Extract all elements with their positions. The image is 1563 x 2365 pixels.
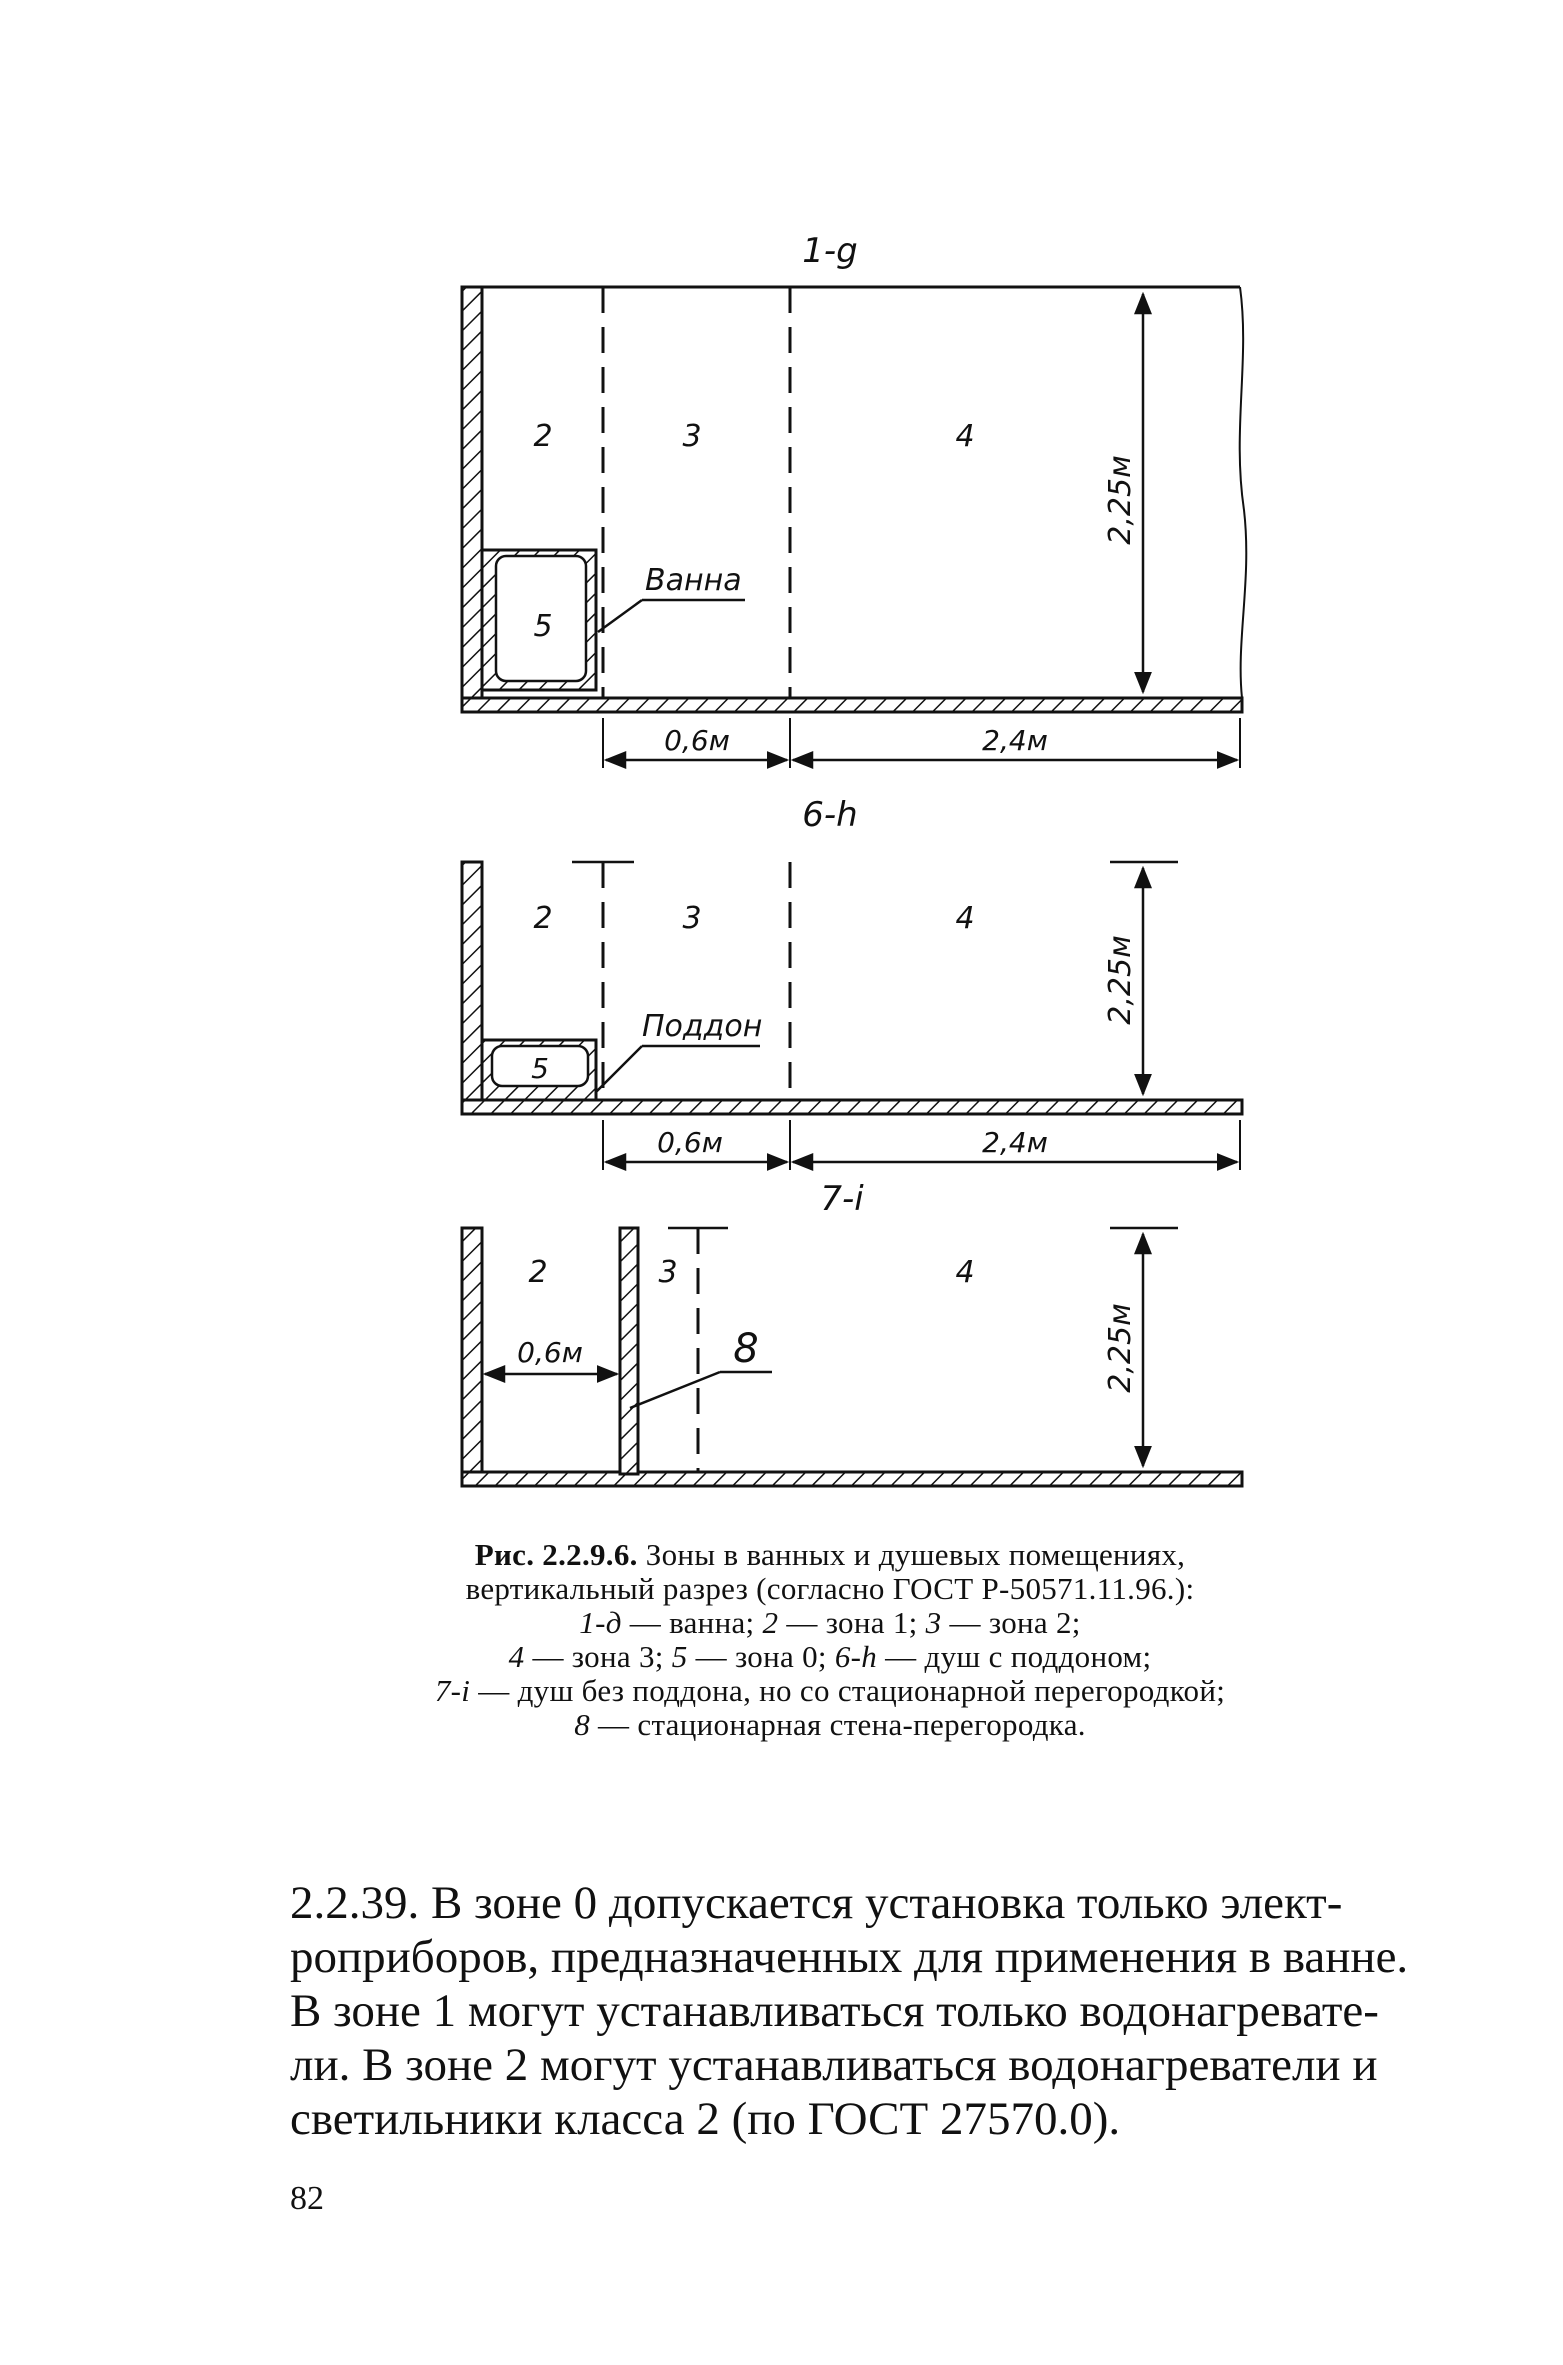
panel-6h-zone-4: 4 bbox=[955, 901, 975, 936]
legend-key: 5 bbox=[671, 1639, 688, 1674]
caption-legend-line-4 bbox=[330, 1708, 1330, 1742]
panel-1g-zone-2: 2 bbox=[533, 419, 553, 454]
panel-7i-zone-4: 4 bbox=[955, 1255, 975, 1290]
legend-key: 3 bbox=[925, 1605, 942, 1640]
legend-key: 7-i bbox=[434, 1673, 471, 1708]
legend-text: — зона 2; bbox=[941, 1605, 1081, 1640]
panel-7i-floor bbox=[462, 1472, 1242, 1486]
panel-6h-zone-3: 3 bbox=[682, 901, 702, 936]
paragraph-line: роприборов, предназначенных для применения в ванне. bbox=[290, 1931, 1409, 1983]
panel-1g-fixture-label: Ванна bbox=[645, 563, 742, 598]
figure-caption bbox=[330, 1538, 1330, 1742]
panel-7i-partition bbox=[620, 1228, 638, 1474]
legend-key: 8 bbox=[574, 1707, 590, 1742]
legend-text: — душ с поддоном; bbox=[877, 1639, 1152, 1674]
legend-text: — стационарная стена-перегородка. bbox=[590, 1707, 1086, 1742]
panel-1g-title: 1-g bbox=[802, 231, 858, 271]
panel-6h-height-label: 2,25м bbox=[1103, 935, 1138, 1025]
paragraph-line: ли. В зоне 2 могут устанавливаться водонагреватели и bbox=[290, 2039, 1378, 2091]
panel-1g-dim-24-label: 2,4м bbox=[982, 724, 1048, 757]
caption-figure-label: Рис. 2.2.9.6. bbox=[474, 1537, 638, 1572]
panel-7i-partition-label: 8 bbox=[733, 1326, 759, 1372]
legend-text: — зона 0; bbox=[687, 1639, 835, 1674]
caption-title-rest: Зоны в ванных и душевых помещениях, bbox=[637, 1537, 1186, 1572]
panel-1g-zone-3: 3 bbox=[682, 419, 702, 454]
panel-7i-title: 7-i bbox=[820, 1179, 864, 1219]
paragraph-line: 2.2.39. В зоне 0 допускается установка только элект- bbox=[290, 1877, 1343, 1929]
panel-6h-floor bbox=[462, 1100, 1242, 1114]
panel-1g-left-wall bbox=[462, 287, 482, 710]
page-number: 82 bbox=[290, 2180, 324, 2217]
legend-key: 4 bbox=[508, 1639, 525, 1674]
caption-legend-line-2 bbox=[330, 1640, 1330, 1674]
panel-6h bbox=[462, 795, 1242, 1170]
panel-1g-floor bbox=[462, 698, 1242, 712]
paragraph-line: В зоне 1 могут устанавливаться только водонагревате- bbox=[290, 1985, 1379, 2037]
panel-6h-dim-06-label: 0,6м bbox=[657, 1126, 723, 1159]
legend-text: — ванна; bbox=[621, 1605, 763, 1640]
legend-key: 6-h bbox=[834, 1639, 878, 1674]
panel-1g-zone-4: 4 bbox=[955, 419, 975, 454]
legend-key: 1-д bbox=[579, 1605, 622, 1640]
panel-1g bbox=[462, 231, 1246, 768]
panel-7i-zone-3: 3 bbox=[658, 1255, 678, 1290]
legend-text: — душ без поддона, но со стационарной перегородкой; bbox=[470, 1673, 1226, 1708]
panel-6h-dim-24-label: 2,4м bbox=[982, 1126, 1048, 1159]
panel-7i-leader bbox=[630, 1372, 720, 1408]
panel-6h-title: 6-h bbox=[802, 795, 858, 835]
caption-legend-line-3 bbox=[330, 1674, 1330, 1708]
legend-key: 2 bbox=[762, 1605, 779, 1640]
panel-6h-fixture-label: Поддон bbox=[642, 1009, 763, 1044]
body-paragraph bbox=[290, 1876, 1470, 2146]
panel-6h-zone-5: 5 bbox=[531, 1052, 549, 1085]
caption-legend-line-1 bbox=[330, 1606, 1330, 1640]
panel-7i-height-label: 2,25м bbox=[1103, 1303, 1138, 1393]
paragraph-line: светильники класса 2 (по ГОСТ 27570.0). bbox=[290, 2093, 1121, 2145]
panel-7i-left-wall bbox=[462, 1228, 482, 1486]
panel-1g-break-line bbox=[1240, 287, 1247, 698]
legend-text: — зона 3; bbox=[524, 1639, 672, 1674]
panel-6h-left-wall bbox=[462, 862, 482, 1114]
panel-1g-dim-06-label: 0,6м bbox=[664, 724, 730, 757]
caption-line-1 bbox=[330, 1538, 1330, 1572]
panel-7i-dim-06-label: 0,6м bbox=[517, 1336, 583, 1369]
legend-text: — зона 1; bbox=[778, 1605, 926, 1640]
panel-1g-leader bbox=[598, 600, 642, 632]
panel-7i bbox=[462, 1179, 1242, 1486]
panel-6h-zone-2: 2 bbox=[533, 901, 553, 936]
panel-7i-zone-2: 2 bbox=[528, 1255, 548, 1290]
caption-line-2: вертикальный разрез (согласно ГОСТ Р-50571.11.96.): bbox=[465, 1571, 1195, 1606]
panel-1g-zone-5: 5 bbox=[533, 609, 553, 644]
panel-1g-height-label: 2,25м bbox=[1103, 455, 1138, 545]
